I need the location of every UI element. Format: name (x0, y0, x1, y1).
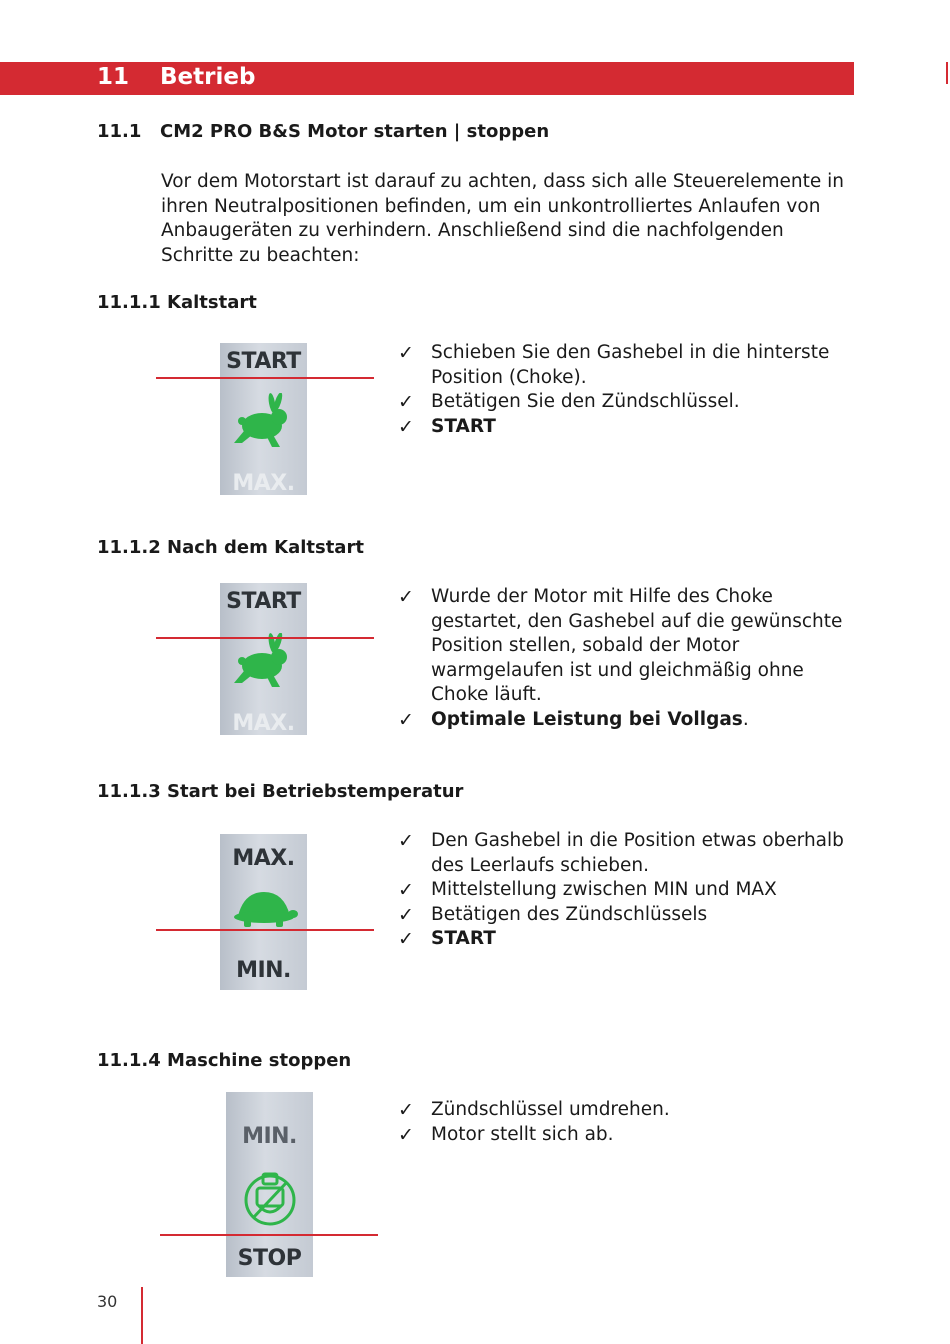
section-number: 11.1 (97, 121, 142, 142)
list-item: ✓ Betätigen des Zündschlüssels (398, 903, 708, 926)
position-indicator-line (156, 929, 374, 931)
panel-bottom-label: MAX. (232, 471, 295, 495)
turtle-icon (230, 886, 298, 930)
page-number: 30 (97, 1292, 118, 1311)
steps-list-betriebstemperatur (398, 829, 858, 952)
steps-list-stoppen (398, 1098, 858, 1147)
subsection-heading-betriebstemperatur: 11.1.3 Start bei Betriebstemperatur (97, 781, 464, 802)
throttle-panel-nach-kaltstart (220, 583, 307, 735)
list-item: ✓ START (398, 415, 496, 438)
panel-top-label: START (226, 589, 301, 614)
section-heading (97, 121, 549, 142)
rabbit-icon (232, 393, 296, 449)
panel-top-label: MIN. (242, 1124, 297, 1149)
steps-list-nach-kaltstart (398, 585, 858, 732)
check-icon: ✓ (398, 708, 414, 731)
throttle-panel-stoppen (226, 1092, 313, 1277)
page-edge-marker (946, 62, 948, 84)
steps-list-kaltstart (398, 341, 858, 439)
check-icon: ✓ (398, 415, 414, 438)
chapter-number: 11 (97, 64, 130, 90)
list-item: ✓ Optimale Leistung bei Vollgas. (398, 708, 749, 731)
panel-top-label: START (226, 349, 301, 374)
list-item: ✓ Wurde der Motor mit Hilfe des Choke gestartet, den Gashebel auf die gewünschte Position stellen, sobald der Motor warmgelaufen ist und gleichmäßig ohne Choke läuft. (398, 586, 843, 705)
footer-rule (141, 1287, 143, 1344)
check-icon: ✓ (398, 928, 414, 950)
check-icon: ✓ (398, 586, 414, 608)
list-item: ✓ Motor stellt sich ab. (398, 1123, 614, 1146)
check-icon: ✓ (398, 1099, 414, 1121)
panel-top-label: MAX. (232, 846, 295, 871)
subsection-heading-stoppen: 11.1.4 Maschine stoppen (97, 1050, 352, 1071)
position-indicator-line (156, 377, 374, 379)
list-item: ✓ Zündschlüssel umdrehen. (398, 1099, 670, 1121)
engine-off-icon (243, 1168, 297, 1228)
check-icon: ✓ (398, 342, 414, 364)
check-icon: ✓ (398, 830, 414, 852)
panel-bottom-label: STOP (237, 1246, 302, 1271)
list-item: ✓ Mittelstellung zwischen MIN und MAX (398, 879, 777, 901)
check-icon: ✓ (398, 1123, 414, 1146)
panel-bottom-label: MIN. (236, 958, 291, 983)
panel-bottom-label: MAX. (232, 711, 295, 735)
chapter-title: Betrieb (160, 64, 256, 90)
position-indicator-line (160, 1234, 378, 1236)
section-title: CM2 PRO B&S Motor starten | stoppen (160, 121, 550, 142)
list-item: ✓ Betätigen Sie den Zündschlüssel. (398, 391, 740, 413)
throttle-panel-betriebstemperatur (220, 834, 307, 990)
subsection-heading-kaltstart: 11.1.1 Kaltstart (97, 292, 257, 313)
throttle-panel-kaltstart (220, 343, 307, 495)
list-item: ✓ START (398, 928, 496, 950)
check-icon: ✓ (398, 879, 414, 901)
position-indicator-line (156, 637, 374, 639)
check-icon: ✓ (398, 903, 414, 926)
subsection-heading-nach-kaltstart: 11.1.2 Nach dem Kaltstart (97, 537, 364, 558)
section-intro: Vor dem Motorstart ist darauf zu achten, dass sich alle Steuerelemente in ihren Neutralpositionen befinden, um ein unkontrolliertes Anlaufen von Anbaugeräten zu verhindern. Anschließend sind die nachfolgenden Schritte zu beachten: (161, 171, 844, 266)
check-icon: ✓ (398, 391, 414, 413)
list-item: ✓ Schieben Sie den Gashebel in die hinterste Position (Choke). (398, 342, 830, 388)
list-item: ✓ Den Gashebel in die Position etwas oberhalb des Leerlaufs schieben. (398, 830, 844, 876)
rabbit-icon (232, 633, 296, 689)
